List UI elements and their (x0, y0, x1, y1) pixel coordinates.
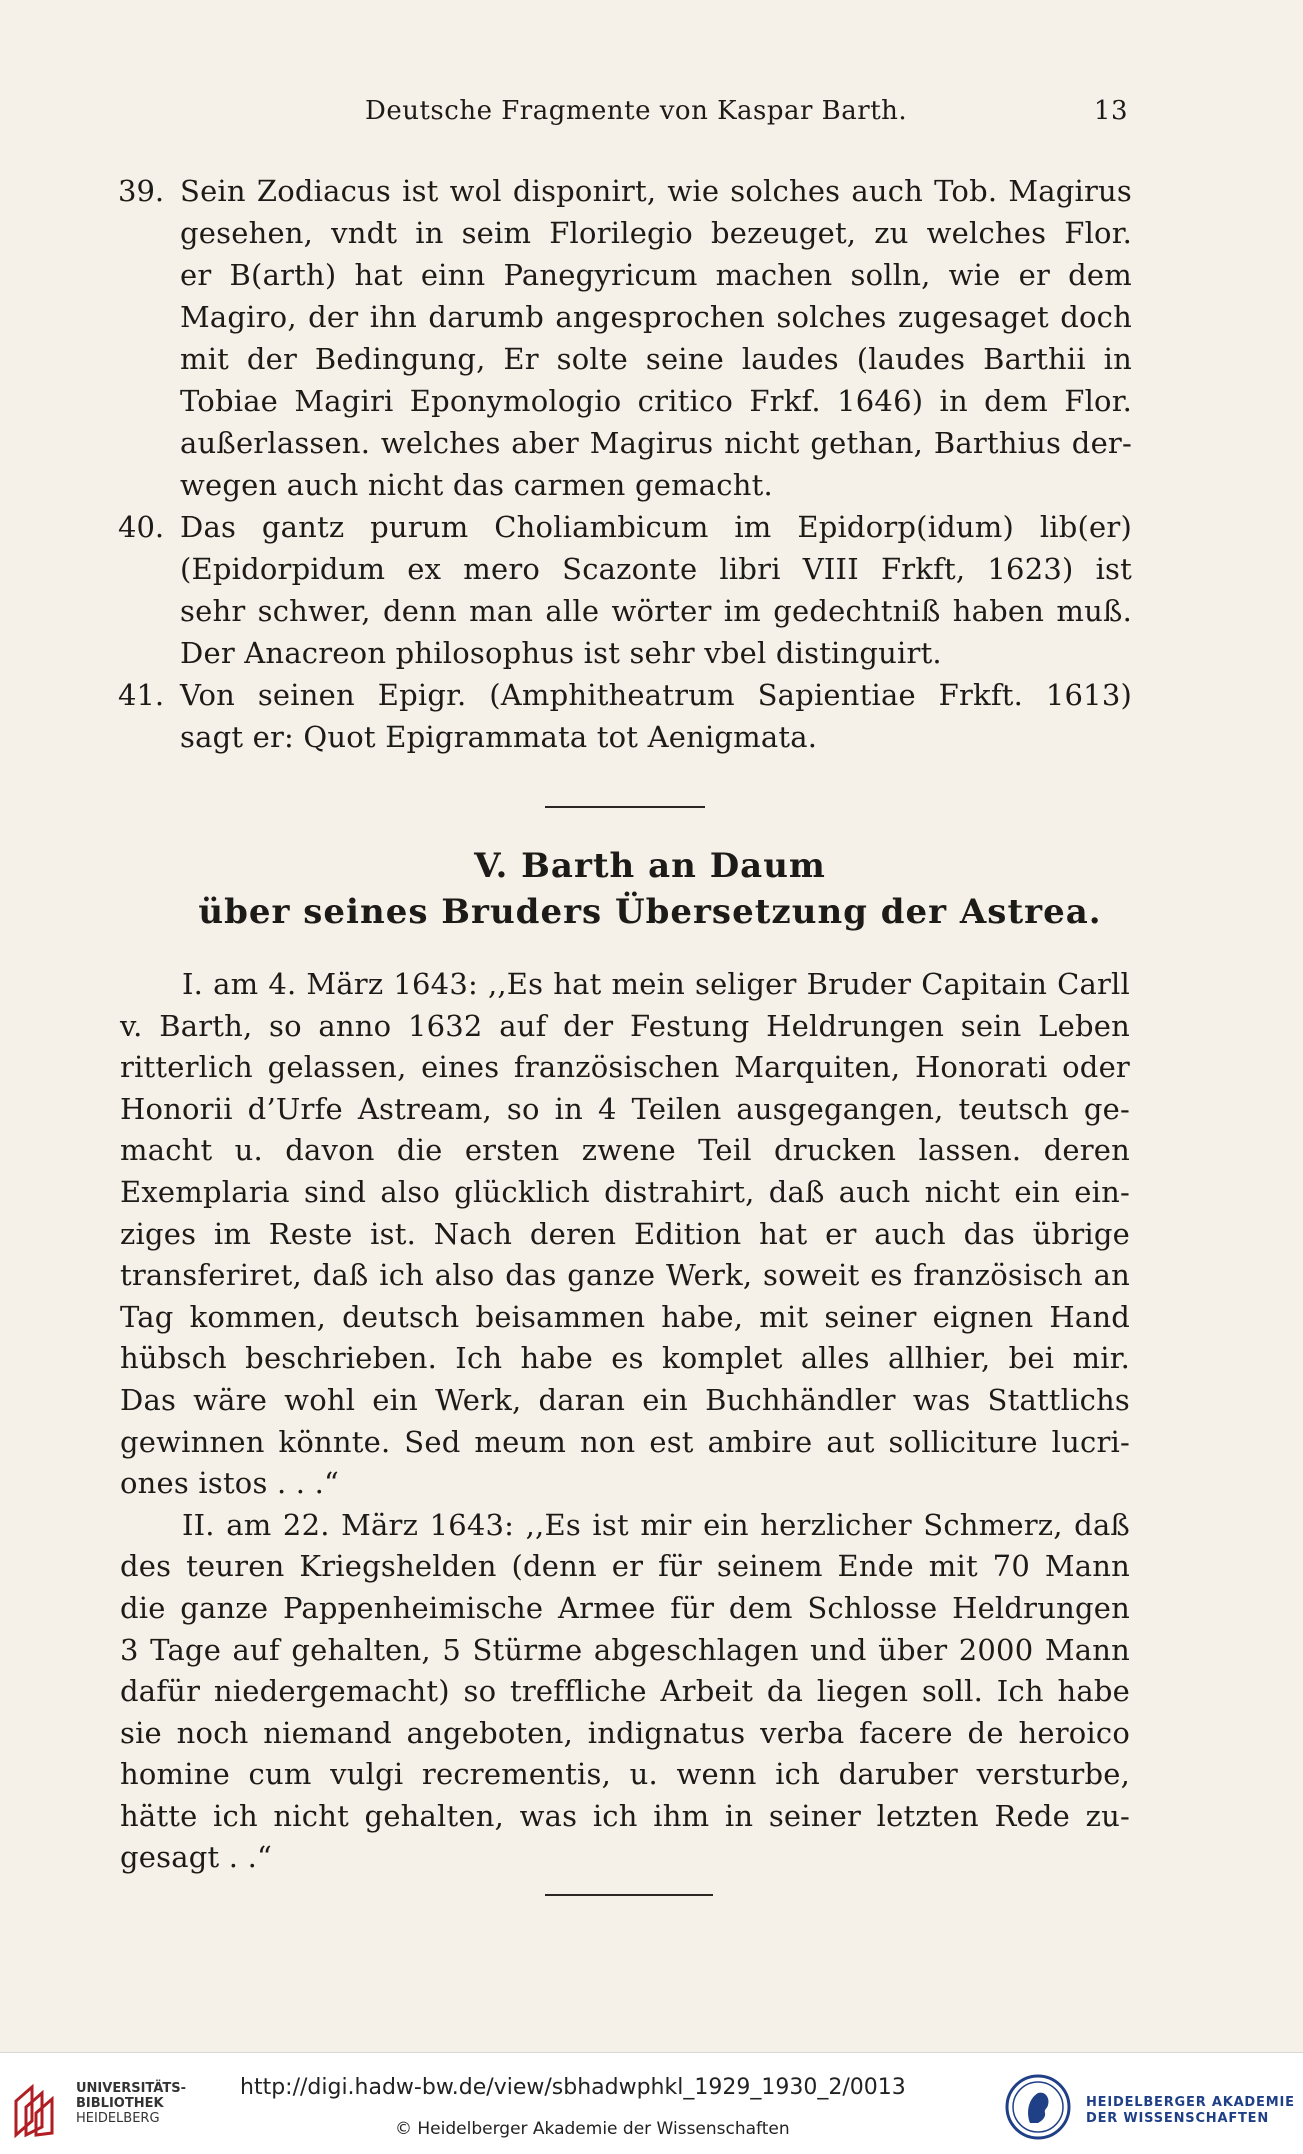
body-line: die ganze Pappenheimische Armee für dem Schlosse Heldrungen (120, 1590, 1130, 1625)
entry-39 (112, 170, 1132, 506)
body-line: transferiret, daß ich also das ganze Werk, soweit es französisch an (120, 1258, 1130, 1293)
entry-line: mit der Bedingung, Er solte seine laudes (laudes Barthii in (180, 342, 1132, 376)
entry-line: sehr schwer, denn man alle wörter im gedechtniß haben muß. (180, 594, 1132, 628)
university-library-name: UNIVERSITÄTS- BIBLIOTHEK HEIDELBERG (76, 2081, 186, 2126)
section-heading: V. Barth an Daum (474, 846, 826, 886)
copyright-notice: © Heidelberger Akademie der Wissenschaften (395, 2119, 790, 2139)
body-line: gesagt . .“ (120, 1840, 273, 1875)
body-line: ones istos . . .“ (120, 1466, 340, 1501)
entry-line: er B(arth) hat einn Panegyricum machen solln, wie er dem (180, 258, 1132, 292)
entry-line: (Epidorpidum ex mero Scazonte libri VIII Frkft, 1623) ist (180, 552, 1132, 586)
entry-number: 40. (118, 510, 165, 544)
academy-name: HEIDELBERGER AKADEMIE DER WISSENSCHAFTEN (1086, 2095, 1295, 2126)
entry-line: Der Anacreon philosophus ist sehr vbel distinguirt. (180, 636, 942, 670)
running-head-title: Deutsche Fragmente von Kaspar Barth. (365, 96, 908, 126)
running-head (120, 96, 1140, 136)
body-line: hätte ich nicht gehalten, was ich ihm in seiner letzten Rede zu- (120, 1798, 1130, 1833)
entry-line: sagt er: Quot Epigrammata tot Aenigmata. (180, 720, 818, 754)
entry-line: gesehen, vndt in seim Florilegio bezeuget, zu welches Flor. (180, 216, 1132, 250)
body-line: Exemplaria sind also glücklich distrahirt, daß auch nicht ein ein- (120, 1174, 1130, 1209)
body-line: Tag kommen, deutsch beisammen habe, mit seiner eignen Hand (120, 1299, 1130, 1334)
body-line: v. Barth, so anno 1632 auf der Festung Heldrungen sein Leben (120, 1008, 1130, 1043)
body-line: gewinnen könnte. Sed meum non est ambire aut solliciture lucri- (120, 1424, 1130, 1459)
entry-41 (112, 674, 1132, 758)
body-line: dafür niedergemacht) so treffliche Arbeit da liegen soll. Ich habe (120, 1674, 1130, 1709)
entry-line: Magiro, der ihn darumb angesprochen solches zugesaget doch (180, 300, 1132, 334)
section-subheading: über seines Bruders Übersetzung der Astrea. (198, 892, 1102, 932)
body-line: macht u. davon die ersten zwene Teil drucken lassen. deren (120, 1133, 1130, 1168)
body-line: Honorii d’Urfe Astream, so in 4 Teilen ausgegangen, teutsch ge- (120, 1091, 1130, 1126)
entry-line: Das gantz purum Choliambicum im Epidorp(idum) lib(er) (180, 510, 1132, 544)
body-line: 3 Tage auf gehalten, 5 Stürme abgeschlagen und über 2000 Mann (120, 1632, 1130, 1667)
body-line: des teuren Kriegshelden (denn er für seinem Ende mit 70 Mann (120, 1549, 1130, 1584)
entry-line: Sein Zodiacus ist wol disponirt, wie solches auch Tob. Magirus (180, 174, 1132, 208)
body-line: homine cum vulgi recrementis, u. wenn ich daruber versturbe, (120, 1757, 1130, 1792)
entry-line: wegen auch nicht das carmen gemacht. (180, 468, 773, 502)
entry-line: Tobiae Magiri Eponymologio critico Frkf. 1646) in dem Flor. (180, 384, 1132, 418)
academy-seal-icon[interactable] (1004, 2073, 1072, 2141)
end-divider (545, 1894, 713, 1896)
university-library-logo-icon[interactable] (12, 2079, 68, 2139)
body-line: Das wäre wohl ein Werk, daran ein Buchhändler was Stattlichs (120, 1382, 1130, 1417)
entry-line: Von seinen Epigr. (Amphitheatrum Sapientiae Frkft. 1613) (180, 678, 1132, 712)
permalink-url[interactable]: http://digi.hadw-bw.de/view/sbhadwphkl_1929_1930_2/0013 (240, 2075, 906, 2100)
entry-40 (112, 506, 1132, 674)
body-line: sie noch niemand angeboten, indignatus verba facere de heroico (120, 1715, 1130, 1750)
entry-number: 41. (118, 678, 165, 712)
letter-excerpts (120, 964, 1130, 1879)
body-line: hübsch beschrieben. Ich habe es komplet alles allhier, bei mir. (120, 1341, 1130, 1376)
viewer-footer (0, 2052, 1303, 2154)
body-line: II. am 22. März 1643: ,,Es ist mir ein herzlicher Schmerz, daß (182, 1507, 1130, 1542)
body-line: ziges im Reste ist. Nach deren Edition hat er auch das übrige (120, 1216, 1130, 1251)
numbered-entries (112, 170, 1132, 758)
section-divider (545, 806, 705, 808)
page-number: 13 (1093, 96, 1128, 126)
entry-line: außerlassen. welches aber Magirus nicht gethan, Barthius der- (180, 426, 1132, 460)
body-line: I. am 4. März 1643: ,,Es hat mein seliger Bruder Capitain Carll (182, 967, 1130, 1001)
entry-number: 39. (118, 174, 165, 208)
body-line: ritterlich gelassen, eines französischen Marquiten, Honorati oder (120, 1050, 1130, 1085)
